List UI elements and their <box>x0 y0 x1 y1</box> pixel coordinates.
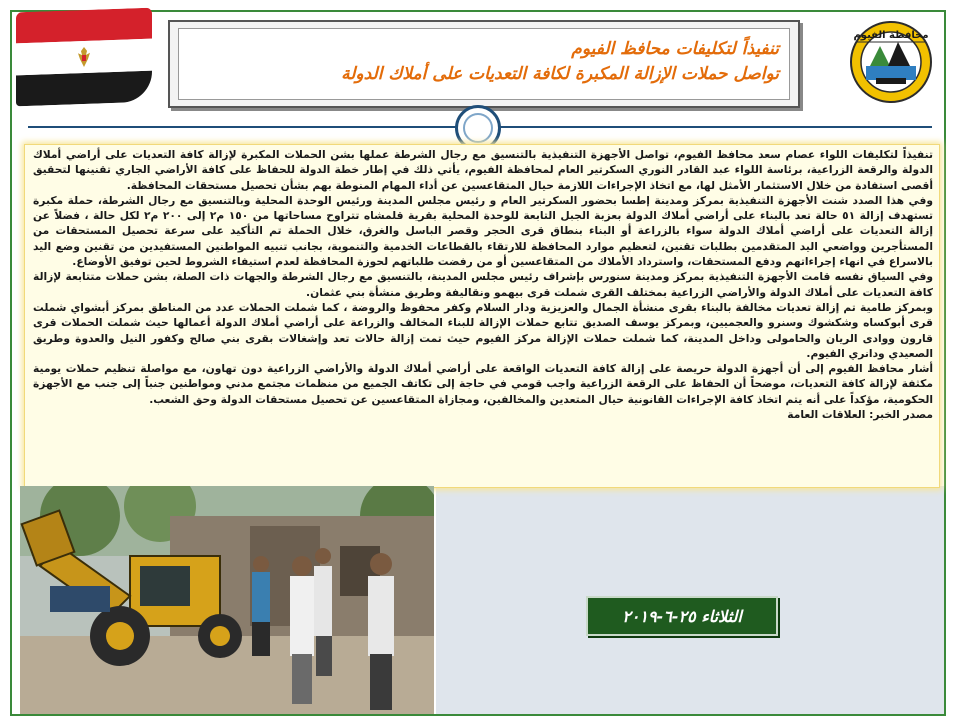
fayoum-governorate-logo <box>836 12 946 106</box>
title-box <box>168 20 800 108</box>
page-subtitle: تواصل حملات الإزالة المكبرة لكافة التعديات على أملاك الدولة <box>341 64 779 84</box>
demolition-photo <box>20 486 434 714</box>
article-paragraph: أشار محافظ الفيوم إلى أن أجهزة الدولة حريصة على إزالة كافة التعديات الواقعة على أراضي أملاك الدولة والأراضي الزراعية دون تهاون، مع مواصلة تنظيم حملات يومية مكثفة لإزالة كافة التعديات، موضحاً أن الحفاظ على الرقعة الزراعية واجب قومي في حاجة إلى تكاتف الجميع من منظمات مجتمع مدني ومواطنين جنباً إلى جنب مع الأجهزة الحكومية، مؤكداً على أنه يتم اتخاذ كافة الإجراءات القانونية حيال المتعدين والمخالفين، ومجازاة المتقاعسين عن تحصيل مستحقات الدولة وحق الشعب. <box>33 362 933 406</box>
article-paragraph: وفي هذا الصدد شنت الأجهزة التنفيذية بمركز ومدينة إطسا بحضور السكرتير العام و رئيس مجلس المدينة ورئيس الوحدة المحلية وبالتنسيق مع رجال الشرطة، حملة مكبرة تستهدف إزالة ٥١ حالة تعد بالبناء على أراضي أملاك الدولة بعزبة الجبل التابعة للوحدة المحلية بقرية قلمشاه تتراوح مساحاتها من ١٥٠ م٢ إلى ٢٠٠ م٢ لكل حالة ، فضلاً عن إزالة التعديات على أراضي أملاك الدولة سواء بالزراعة أو البناء بنطاق قرى الحجر وقصر الباسل والغرق، خلال الحملة تم التأكيد على سرعة تحصيل المستحقات من المستأجرين وواضعي اليد المتقدمين بطلبات تقنين، لتعظيم موارد المحافظة للارتقاء بالقطاعات الخدمية والتنموية، بجانب تنبيه المواطنين المستفيدين من تقنين وضع اليد بالاسراع في انهاء إجراءاتهم ودفع المستحقات، واسترداد الأملاك من المتقاعسين أو من رفضت طلباتهم لحوزة المحافظة لعدم استيفاء الشروط لحين توفيق الأوضاع. <box>33 193 934 269</box>
title-inner <box>178 28 790 100</box>
page-title: تنفيذاً لتكليفات محافظ الفيوم <box>571 39 779 59</box>
article-paragraph: وبمركز طامية تم إزالة تعديات مخالفة بالبناء بقرى منشأة الجمال والعزيزية ودار السلام وكفر محفوظ والروضة ، كما شملت الحملات عدد من المناطق بمركز أبشواي شملت قرى أبوكساه وشكشوك وسنرو والعجميين، وبمركز يوسف الصديق تتابع حملات الإزالة للبناء المخالف والزراعة على أراضي أملاك الدولة أعمالها حيث شملت الحملات قرى قارون ووادى الريان والحامولى وداخل المدينة، كما شملت حملات الإزالة مركز الفيوم حيث تمت إزالة حالات تعد وإشغالات بقرى بني صالح وكفور النيل والعدوة وطريق الصعيدي ودانري الفيوم. <box>33 300 933 360</box>
article-source: مصدر الخبر: العلاقات العامة <box>787 408 933 422</box>
egypt-flag-icon <box>16 8 152 107</box>
logo-text: محافظة الفيوم <box>853 30 929 41</box>
article-paragraph: تنفيذاً لتكليفات اللواء عصام سعد محافظ الفيوم، تواصل الأجهزة التنفيذية بالتنسيق مع رجال الشرطة عملها بشن الحملات المكبرة لإزالة كافة التعديات على أراضي أملاك الدولة والرقعة الزراعية، برئاسة اللواء عبد القادر النوري السكرتير العام لمحافظة الفيوم، يأتي ذلك في إطار خطة الدولة للحفاظ على كافة الأراضي الجاري تقنينها لتحقيق أقصى استفادة من خلال الاستثمار الأمثل لها، مع اتخاذ الإجراءات اللازمة حيال المتقاعسين عن أداء المهام المنوطة بهم بشأن تحصيل مستحقات المحافظة. <box>33 148 933 192</box>
date-banner: الثلاثاء ٢٥-٦-٢٠١٩ <box>586 596 778 636</box>
article-body <box>24 144 940 488</box>
eagle-emblem-icon <box>74 45 94 70</box>
article-paragraph: وفي السياق نفسه قامت الأجهزة التنفيذية بمركز ومدينة سنورس بإشراف رئيس مجلس المدينة، بالتنسيق مع رجال الشرطة والجهات ذات الصلة، بشن حملات متتابعة لإزالة كافة التعديات على أملاك الدولة والأراضي الزراعية بمختلف القرى شملت قرى بيهمو ونقاليفة وطريق منشأة بني عثمان. <box>33 270 933 299</box>
